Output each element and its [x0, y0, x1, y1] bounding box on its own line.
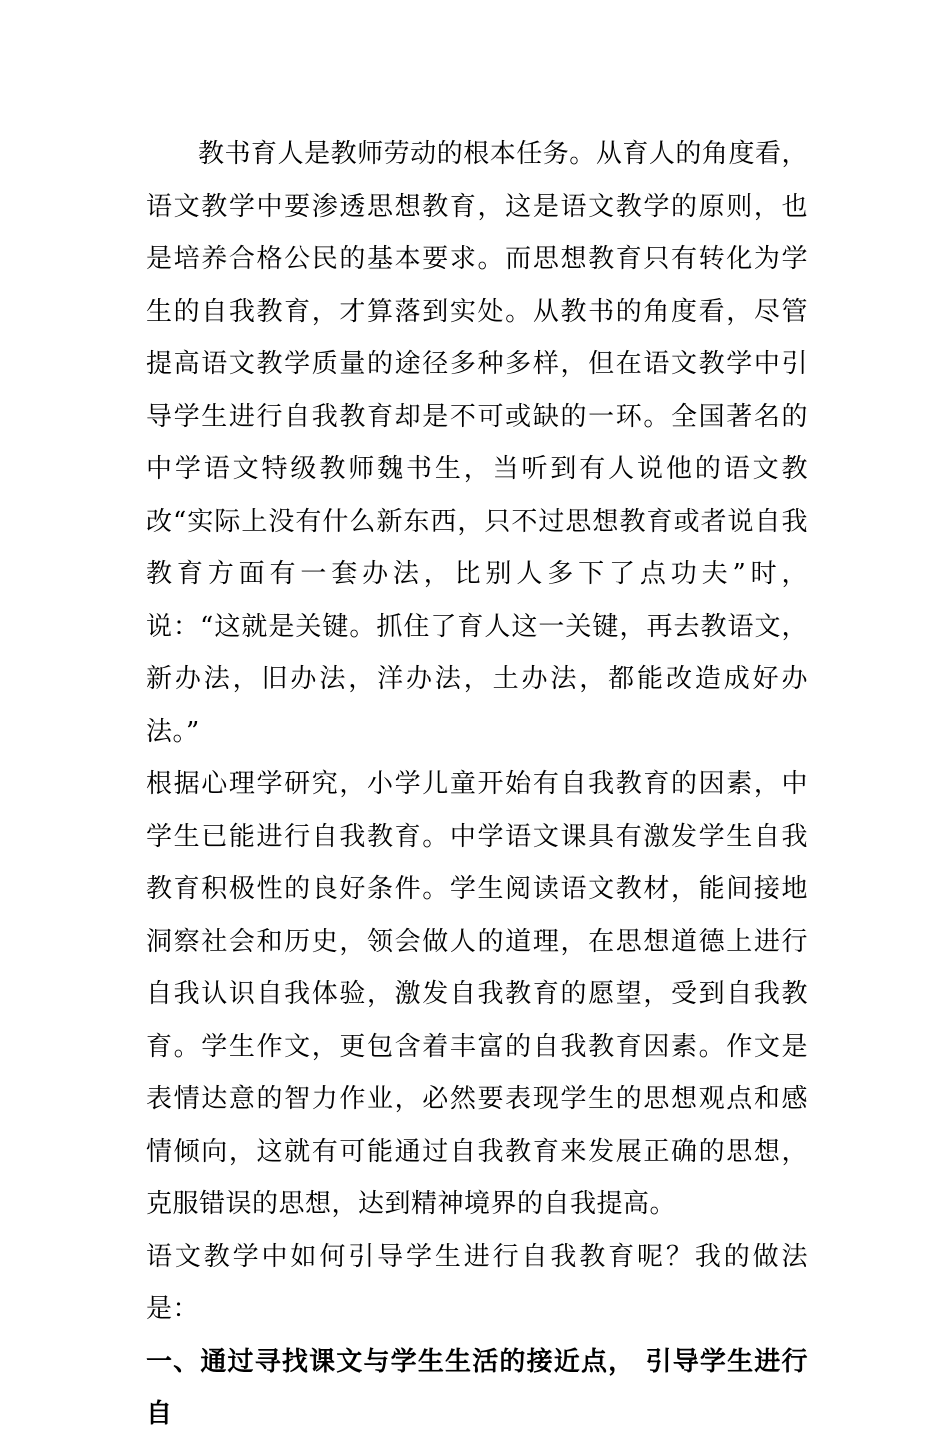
paragraph-intro: 教书育人是教师劳动的根本任务。从育人的角度看，语文教学中要渗透思想教育，这是语文教学的原则，也是培养合格公民的基本要求。而思想教育只有转化为学生的自我教育，才算落到实处。从教书的角度看，尽管提高语文教学质量的途径多种多样，但在语文教学中引导学生进行自我教育却是不可或缺的一环。全国著名的中学语文特级教师魏书生，当听到有人说他的语文教改“实际上没有什么新东西，只不过思想教育或者说自我教育方面有一套办法，比别人多下了点功夫”时，说：“这就是关键。抓住了育人这一关键，再去教语文，新办法，旧办法，洋办法，土办法，都能改造成好办法。” — [146, 139, 808, 747]
paragraph-psychology: 根据心理学研究，小学儿童开始有自我教育的因素，中学生已能进行自我教育。中学语文课具有激发学生自我教育积极性的良好条件。学生阅读语文教材，能间接地洞察社会和历史，领会做人的道理，在思想道德上进行自我认识自我体验，激发自我教育的愿望，受到自我教育。学生作文，更包含着丰富的自我教育因素。作文是表情达意的智力作业，必然要表现学生的思想观点和感情倾向，这就有可能通过自我教育来发展正确的思想，克服错误的思想，达到精神境界的自我提高。 — [146, 769, 808, 1219]
section-heading: 一、通过寻找课文与学生生活的接近点， 引导学生进行自 — [146, 1346, 808, 1429]
paragraph-question: 语文教学中如何引导学生进行自我教育呢？我的做法是： — [146, 1241, 808, 1324]
body-text — [146, 128, 808, 1441]
